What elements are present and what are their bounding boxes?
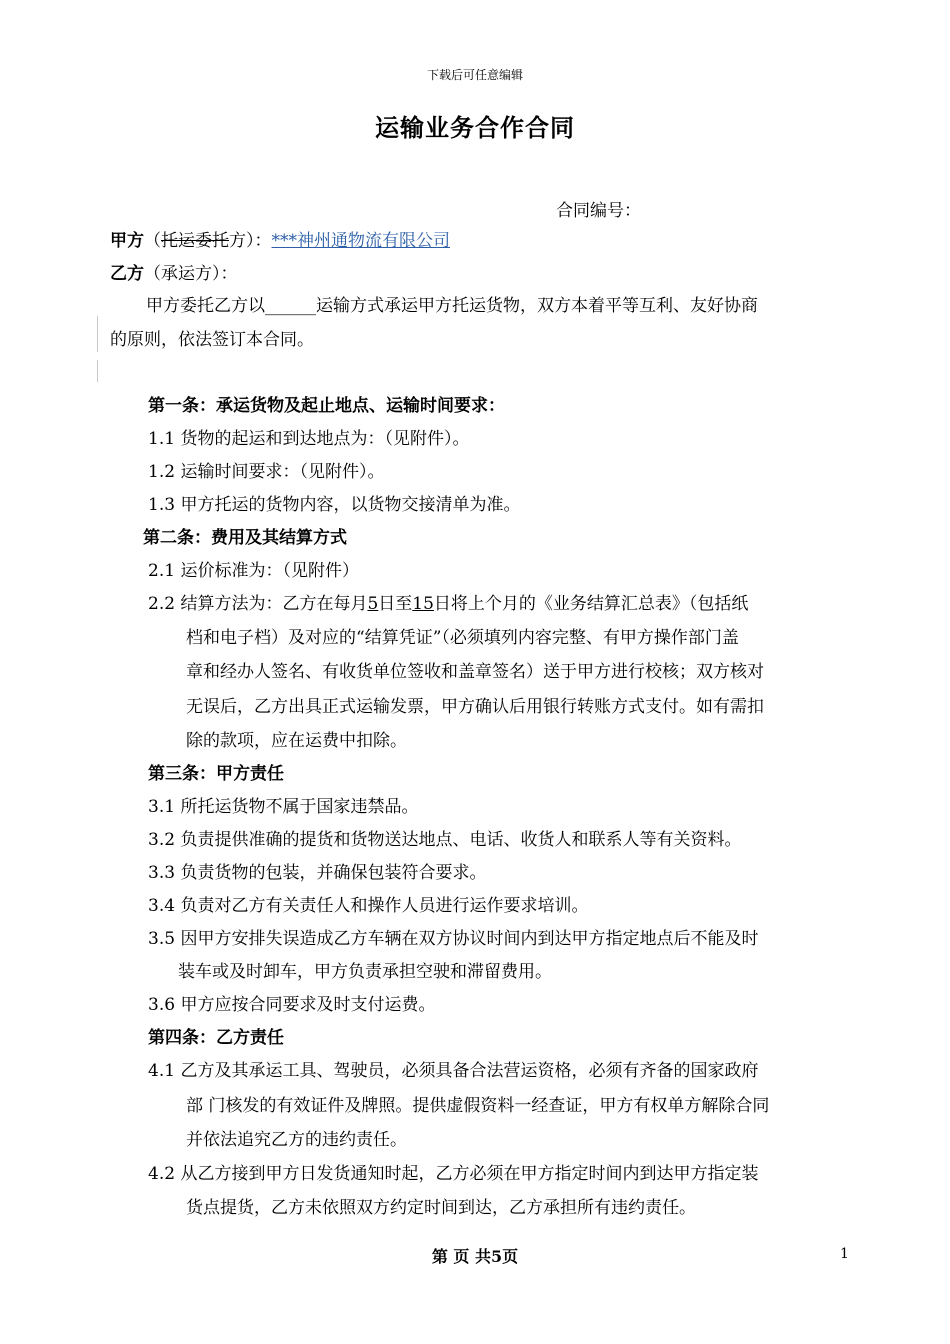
settlement-day-start: 5: [367, 594, 379, 614]
intro-line-2: 的原则，依法签订本合同。: [110, 330, 314, 350]
party-a-name-link[interactable]: ***神州通物流有限公司: [271, 231, 450, 251]
article-4-continuation: 并依法追究乙方的违约责任。: [186, 1130, 407, 1150]
settlement-text: 日将上个月的《业务结算汇总表》（包括纸: [433, 594, 749, 614]
settlement-day-end: 15: [412, 594, 434, 614]
article-4-heading: 第四条：乙方责任: [148, 1028, 284, 1048]
party-a-label: 甲方: [110, 231, 144, 251]
contract-title: 运输业务合作合同: [375, 113, 575, 142]
article-2-continuation: 章和经办人签名、有收货单位签收和盖章签名）送于甲方进行校核；双方核对: [186, 662, 764, 682]
party-a-role-struck: 托运委托: [161, 231, 229, 251]
article-2-continuation: 除的款项，应在运费中扣除。: [186, 731, 407, 751]
page-number: 1: [840, 1246, 849, 1262]
article-3-item: 3.3 负责货物的包装，并确保包装符合要求。: [148, 863, 487, 883]
article-3-heading: 第三条：甲方责任: [148, 764, 284, 784]
party-a-role-tail: 方）：: [229, 231, 272, 251]
party-b-label: 乙方: [110, 264, 144, 284]
article-1-item: 1.3 甲方托运的货物内容，以货物交接清单为准。: [148, 495, 521, 515]
margin-mark: [97, 360, 98, 382]
article-2-item: [148, 594, 748, 614]
article-4-item: 4.2 从乙方接到甲方日发货通知时起，乙方必须在甲方指定时间内到达甲方指定装: [148, 1164, 759, 1184]
article-3-item: 3.6 甲方应按合同要求及时支付运费。: [148, 995, 436, 1015]
article-3-item: 3.5 因甲方安排失误造成乙方车辆在双方协议时间内到达甲方指定地点后不能及时: [148, 929, 759, 949]
party-a-paren: （: [144, 231, 161, 251]
party-a-line: [110, 231, 450, 251]
article-4-continuation: 货点提货，乙方未依照双方约定时间到达，乙方承担所有违约责任。: [186, 1198, 696, 1218]
article-3-continuation: 装车或及时卸车，甲方负责承担空驶和滞留费用。: [178, 962, 552, 982]
settlement-text: 2.2 结算方法为：乙方在每月: [148, 594, 368, 614]
header-note: 下载后可任意编辑: [426, 68, 523, 82]
article-3-item: 3.2 负责提供准确的提货和货物送达地点、电话、收货人和联系人等有关资料。: [148, 830, 742, 850]
contract-number-label: 合同编号：: [556, 201, 641, 221]
article-2-continuation: 无误后，乙方出具正式运输发票，甲方确认后用银行转账方式支付。如有需扣: [186, 697, 764, 717]
article-1-item: 1.1 货物的起运和到达地点为：（见附件）。: [148, 429, 470, 449]
settlement-text: 日至: [378, 594, 413, 614]
party-b-role: （承运方）：: [144, 264, 238, 284]
margin-mark: [97, 316, 98, 352]
article-4-item: 4.1 乙方及其承运工具、驾驶员，必须具备合法营运资格，必须有齐备的国家政府: [148, 1061, 759, 1081]
article-3-item: 3.1 所托运货物不属于国家违禁品。: [148, 797, 419, 817]
article-1-heading: 第一条：承运货物及起止地点、运输时间要求：: [148, 396, 505, 416]
article-3-item: 3.4 负责对乙方有关责任人和操作人员进行运作要求培训。: [148, 896, 589, 916]
party-b-line: [110, 264, 238, 284]
article-2-item: 2.1 运价标准为：（见附件）: [148, 561, 359, 581]
page-footer: 第 页 共5页: [431, 1247, 519, 1266]
article-2-heading: 第二条：费用及其结算方式: [143, 528, 347, 548]
article-4-continuation: 部 门核发的有效证件及牌照。提供虚假资料一经查证，甲方有权单方解除合同: [186, 1096, 770, 1116]
intro-line-1: 甲方委托乙方以______运输方式承运甲方托运货物，双方本着平等互利、友好协商: [146, 296, 758, 316]
article-1-item: 1.2 运输时间要求：（见附件）。: [148, 462, 385, 482]
article-2-continuation: 档和电子档）及对应的“结算凭证”（必须填列内容完整、有甲方操作部门盖: [186, 628, 739, 648]
